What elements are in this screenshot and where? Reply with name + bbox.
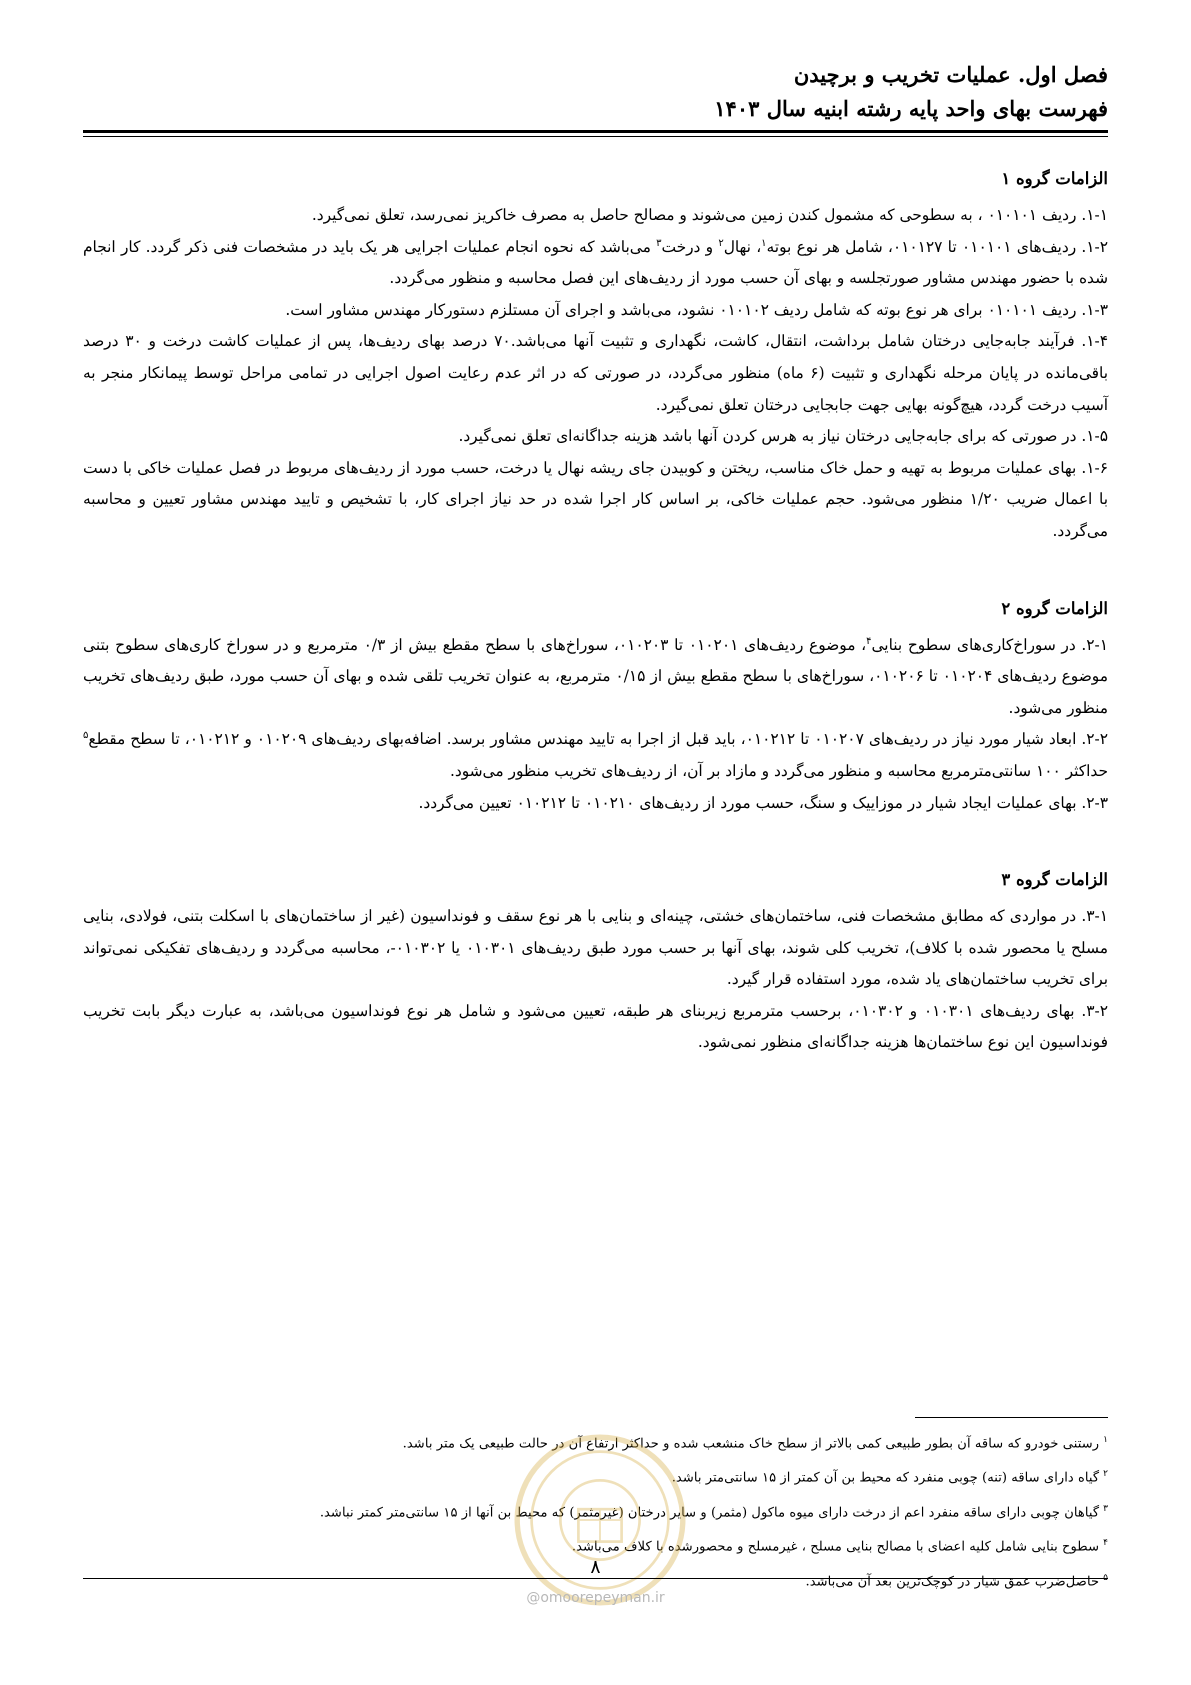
header-rule-thin [83,136,1108,137]
group-title: الزامات گروه ۲ [1001,598,1108,618]
footnote-ref: ۵ [83,730,89,742]
footnote-2: $^۲$گیاه دارای ساقه (تنه) چوبی منفرد که محیط بن آن کمتر از ۱۵ سانتی‌متر باشد. [671,1469,1108,1486]
paragraph-2-1: ۲-۱. در سوراخ‌کاری‌های سطوح بنایی$^۴$، موضوع ردیف‌های ۰۱۰۲۰۱ تا ۰۱۰۲۰۳، سوراخ‌های با سطح مقطع بیش از ۰/۳ مترمربع و در سوراخ کاری‌های سطوح بتنی موضوع ردیف‌های ۰۱۰۲۰۴ تا ۰۱۰۲۰۶، سوراخ‌های با سطح مقطع بیش از ۰/۱۵ مترمربع، به عنوان تخریب تلقی شده و بهای آن حسب مورد، طبق ردیف‌های تخریب منظور می‌شود. [83,635,1108,717]
header-rule-thick [83,130,1108,133]
paragraph-3-2: ۳-۲. بهای ردیف‌های ۰۱۰۳۰۱ و ۰۱۰۳۰۲، برحسب مترمربع زیربنای هر طبقه، تعیین می‌شود و شامل هر نوع فونداسیون می‌باشد، به عبارت دیگر بابت تخریب فونداسیون این نوع ساختمان‌ها هزینه جداگانه‌ای منظور نمی‌شود. [83,1001,1108,1052]
paragraph-3-1: ۳-۱. در مواردی که مطابق مشخصات فنی، ساختمان‌های خشتی، چینه‌ای و بنایی با هر نوع سقف و فونداسیون (غیر از ساختمان‌های با اسکلت بتنی، فولادی، بنایی مسلح یا محصور شده با کلاف)، تخریب کلی شوند، بهای آنها بر حسب مورد طبق ردیف‌های ۰۱۰۳۰۱ یا ۰۱۰۳۰۲-، محاسبه می‌گردد و ردیف‌های تفکیکی نمی‌تواند برای تخریب ساختمان‌های یاد شده، مورد استفاده قرار گیرد. [83,907,1108,989]
paragraph-2-3: ۲-۳. بهای عملیات ایجاد شیار در موزاییک و سنگ، حسب مورد از ردیف‌های ۰۱۰۲۱۰ تا ۰۱۰۲۱۲ تعیین می‌گردد. [418,793,1108,812]
group-2 [83,592,1108,820]
paragraph-1-2: ۱-۲. ردیف‌های ۰۱۰۱۰۱ تا ۰۱۰۱۲۷، شامل هر نوع بوته$^۱$، نهال$^۲$ و درخت$^۳$ می‌باشد که نحوه انجام عملیات اجرایی هر یک باید در مشخصات فنی ذکر گردد. کار انجام شده با حضور مهندس مشاور صورتجلسه و بهای آن حسب مورد از ردیف‌های این فصل محاسبه و منظور می‌گردد. [83,237,1109,288]
paragraph-2-2: ۲-۲. ابعاد شیار مورد نیاز در ردیف‌های ۰۱۰۲۰۷ تا ۰۱۰۲۱۲، باید قبل از اجرا به تایید مهندس مشاور برسد. اضافه‌بهای ردیف‌های ۰۱۰۲۰۹ و ۰۱۰۲۱۲، تا سطح مقطع$^۵$ حداکثر ۱۰۰ سانتی‌مترمربع محاسبه و منظور می‌گردد و مازاد بر آن، از ردیف‌های تخریب منظور می‌شود. [83,730,1109,780]
paragraph-1-4: ۱-۴. فرآیند جابه‌جایی درختان شامل برداشت، انتقال، کاشت، نگهداری و تثبیت آنها می‌باشد.۷۰ درصد بهای ردیف‌ها، پس از عملیات کاشت درخت و ۳۰ درصد باقی‌مانده در پایان مرحله نگهداری و تثبیت (۶ ماه) منظور می‌گردد، در صورتی که در اثر عدم رعایت اصول اجرایی در تمامی مراحل توسط پیمانکار منجر به آسیب درخت گردد، هیچ‌گونه بهایی جهت جابجایی درختان تعلق نمی‌گیرد. [83,332,1108,414]
footnote-1: $^۱$رستنی خودرو که ساقه آن بطور طبیعی کمی بالاتر از سطح خاک منشعب شده و حداکثر ارتفاع آن در حالت طبیعی یک متر باشد. [402,1435,1108,1452]
paragraph-1-3: ۱-۳. ردیف ۰۱۰۱۰۱ برای هر نوع بوته که شامل ردیف ۰۱۰۱۰۲ نشود، می‌باشد و اجرای آن مستلزم دستورکار مهندس مشاور است. [285,300,1108,319]
footnote-4: $^۴$سطوح بنایی شامل کلیه اعضای با مصالح بنایی مسلح ، غیرمسلح و محصورشده با کلاف می‌باشد. [571,1538,1108,1555]
footnote-ref: ۳ [656,237,662,249]
footnote-ref: ۱ [761,237,767,249]
group-1 [83,162,1108,548]
group-title: الزامات گروه ۱ [1001,169,1108,188]
main-content [83,162,1108,1103]
footnote-5: $^۵$حاصل‌ضرب عمق شیار در کوچک‌ترین بعد آن می‌باشد. [805,1572,1108,1589]
footer-rule [83,1578,1108,1579]
footnote-3: $^۳$گیاهان چوبی دارای ساقه منفرد اعم از درخت دارای میوه ماکول (مثمر) و سایر درختان (غیرمثمر) که محیط بن آنها از ۱۵ سانتی‌متر کمتر نباشد. [319,1503,1108,1521]
paragraph-1-5: ۱-۵. در صورتی که برای جابه‌جایی درختان نیاز به هرس کردن آنها باشد هزینه جداگانه‌ای تعلق نمی‌گیرد. [458,427,1108,446]
group-title: الزامات گروه ۳ [1001,870,1108,890]
group-3 [83,863,1108,1059]
watermark-text: @omoorepeyman.ir [526,1590,665,1606]
document-title: فهرست بهای واحد پایه رشته ابنیه سال ۱۴۰۳ [714,96,1108,121]
footnote-ref: ۲ [718,237,724,249]
page-header [83,58,1108,126]
footnote-separator [915,1417,1108,1418]
chapter-title: فصل اول. عملیات تخریب و برچیدن [793,62,1108,87]
seal-watermark-icon [510,1430,690,1610]
footnote-ref: ۴ [866,635,872,647]
paragraph-1-6: ۱-۶. بهای عملیات مربوط به تهیه و حمل خاک مناسب، ریختن و کوبیدن جای ریشه نهال یا درخت، حسب مورد از ردیف‌های مربوط در فصل عملیات خاکی با دست با اعمال ضریب ۱/۲۰ منظور می‌شود. حجم عملیات خاکی، بر اساس کار اجرا شده در حد نیاز اجرای کار، با تشخیص و تایید مهندس مشاور تعیین و محاسبه می‌گردد. [83,458,1108,540]
page-number: ۸ [590,1556,601,1578]
paragraph-1-1: ۱-۱. ردیف ۰۱۰۱۰۱ ، به سطوحی که مشمول کندن زمین می‌شوند و مصالح حاصل به مصرف خاکریز نمی‌رسد، تعلق نمی‌گیرد. [311,206,1108,224]
